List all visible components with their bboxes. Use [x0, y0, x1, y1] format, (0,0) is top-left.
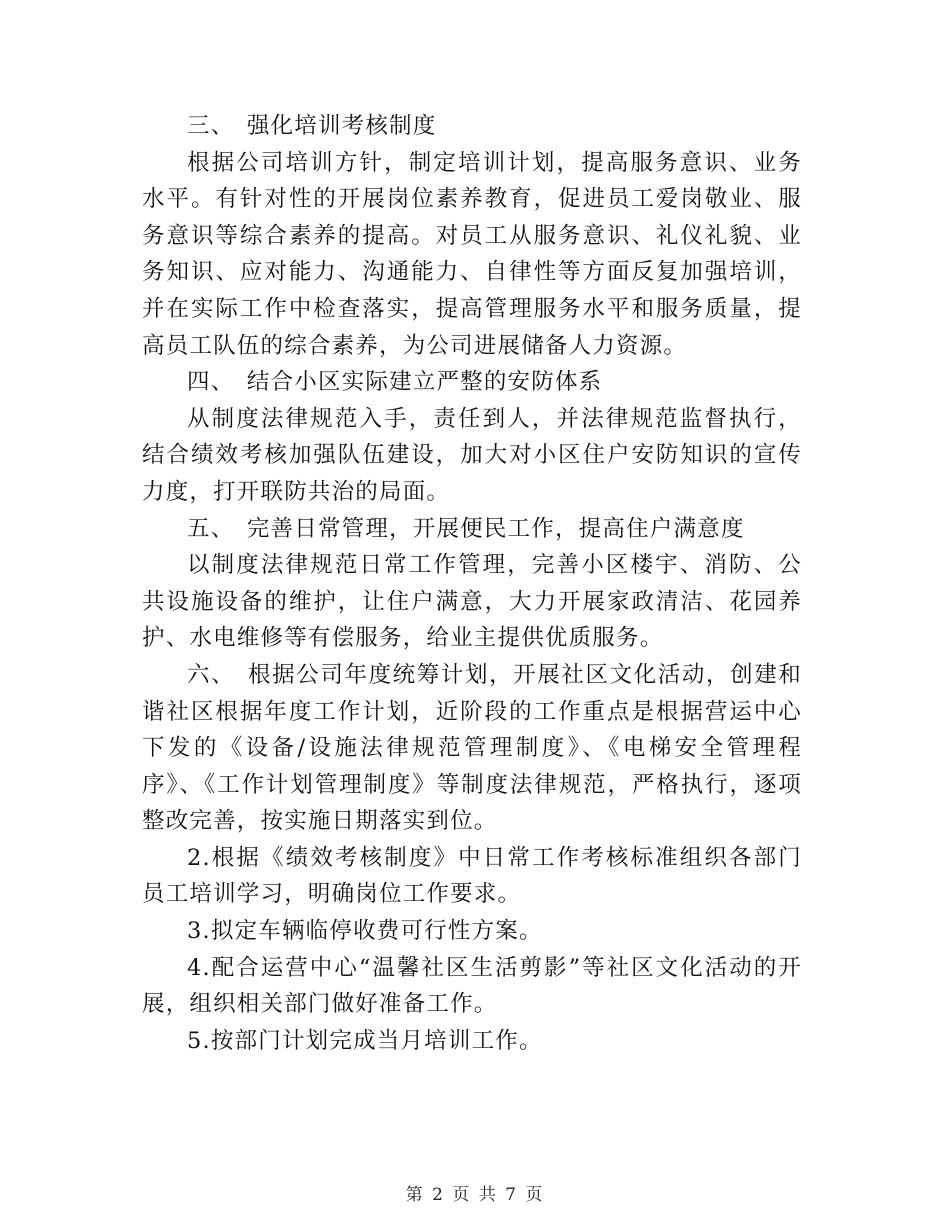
paragraph-training: 根据公司培训方针，制定培训计划，提高服务意识、业务水平。有针对性的开展岗位素养教育，促进员工爱岗敬业、服务意识等综合素养的提高。对员工从服务意识、礼仪礼貌、业务知识、应对能力、沟通能力、自律性等方面反复加强培训，并在实际工作中检查落实，提高管理服务水平和服务质量，提高员工队伍的综合素养，为公司进展储备人力资源。: [142, 149, 802, 359]
list-item-4: 4.配合运营中心“温馨社区生活剪影”等社区文化活动的开展，组织相关部门做好准备工作。: [142, 954, 802, 1018]
list-item-2: 2.根据《绩效考核制度》中日常工作考核标准组织各部门员工培训学习，明确岗位工作要求。: [142, 844, 802, 908]
document-body: [142, 108, 802, 1059]
section-heading-5: 五、 完善日常管理，开展便民工作，提高住户满意度: [187, 515, 745, 542]
page-number-footer: 第 2 页 共 7 页: [405, 1185, 545, 1205]
section-heading-3: 三、 强化培训考核制度: [187, 113, 437, 139]
paragraph-security: 从制度法律规范入手，责任到人，并法律规范监督执行，结合绩效考核加强队伍建设，加大对小区住户安防知识的宣传力度，打开联防共治的局面。: [142, 405, 802, 505]
section-heading-4: 四、 结合小区实际建立严整的安防体系: [187, 369, 603, 396]
paragraph-daily-management: 以制度法律规范日常工作管理，完善小区楼宇、消防、公共设施设备的维护，让住户满意，大力开展家政清洁、花园养护、水电维修等有偿服务，给业主提供优质服务。: [142, 552, 802, 652]
list-item-3: 3.拟定车辆临停收费可行性方案。: [187, 918, 543, 945]
paragraph-community-culture: 六、 根据公司年度统筹计划，开展社区文化活动，创建和谐社区根据年度工作计划，近阶段的工作重点是根据营运中心下发的《设备/设施法律规范管理制度》、《电梯安全管理程序》、《工作计划管理制度》等制度法律规范，严格执行，逐项整改完善，按实施日期落实到位。: [142, 661, 802, 835]
list-item-5: 5.按部门计划完成当月培训工作。: [187, 1027, 543, 1054]
